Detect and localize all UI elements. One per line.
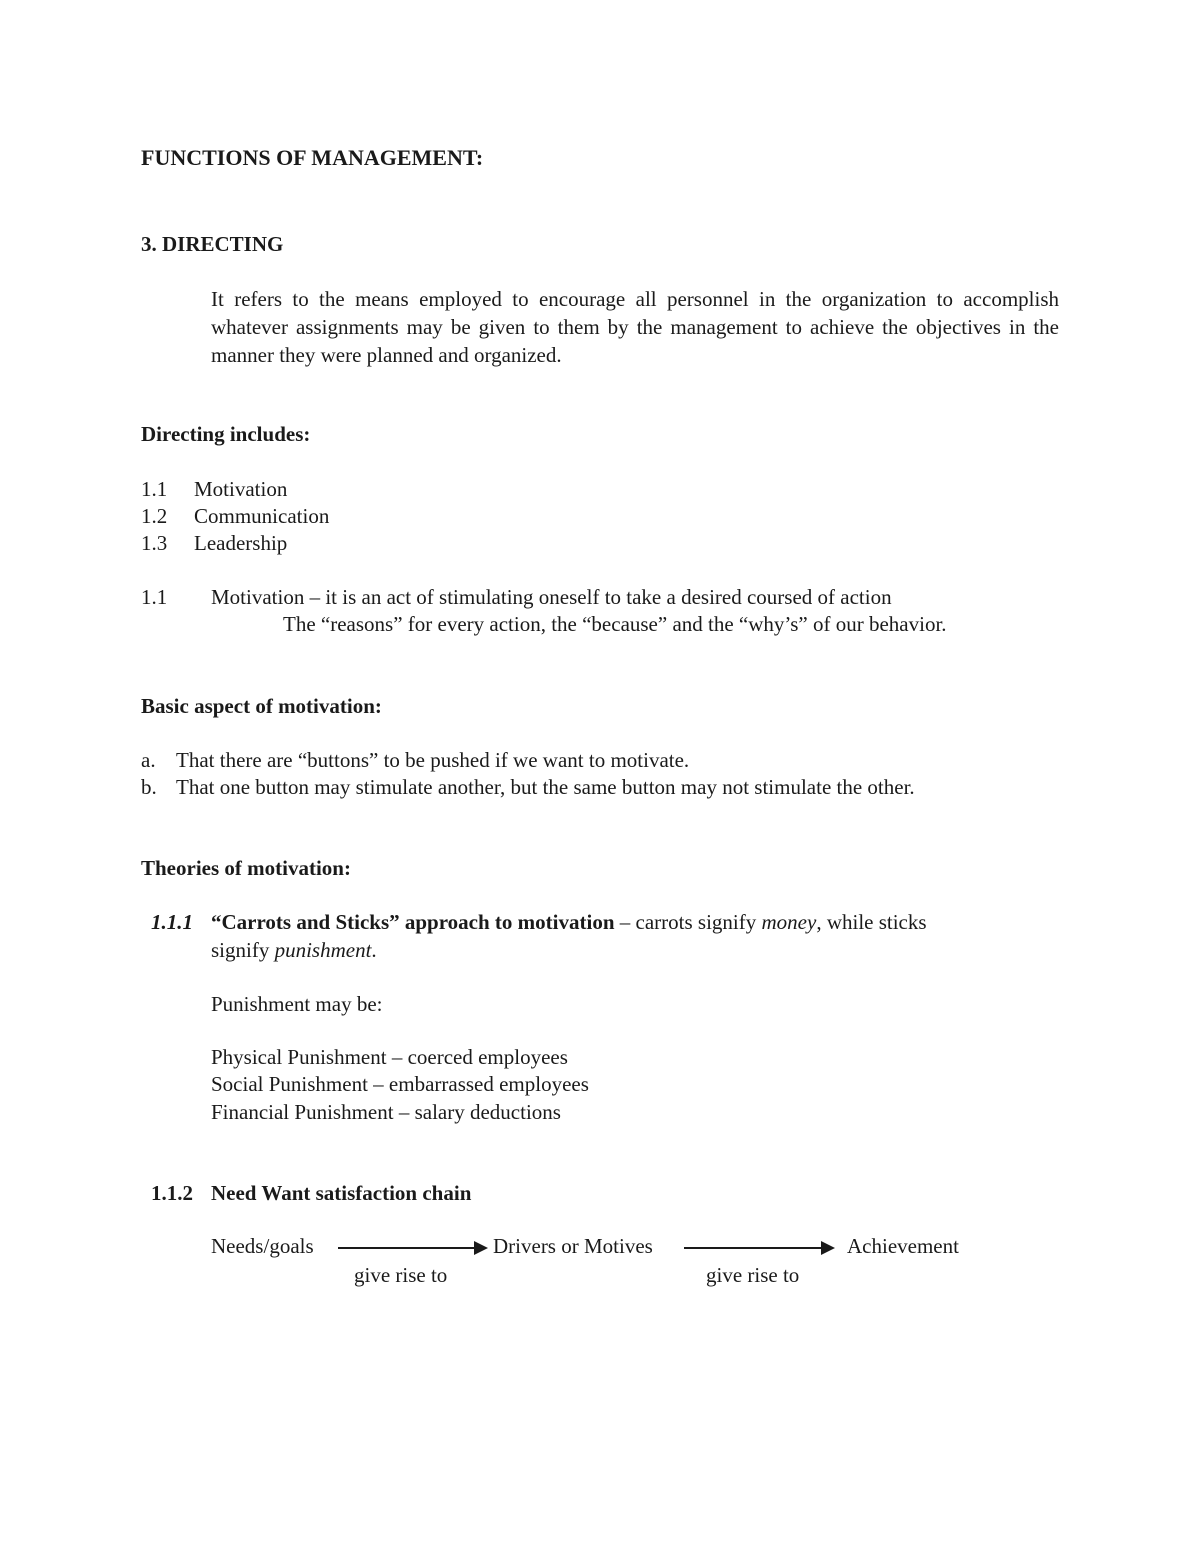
- theory-carrots-sticks-line2: [211, 938, 377, 963]
- aspect-letter: a.: [141, 748, 156, 772]
- theory-number: 1.1.2: [151, 1181, 193, 1205]
- chain-edge-label: give rise to: [706, 1263, 800, 1287]
- motivation-definition: Motivation – it is an act of stimulating oneself to take a desired coursed of action: [211, 585, 892, 609]
- theory-title: Need Want satisfaction chain: [211, 1181, 472, 1205]
- motivation-number: 1.1: [141, 585, 168, 609]
- motivation-explanation: The “reasons” for every action, the “because” and the “why’s” of our behavior.: [283, 612, 947, 636]
- emphasis-money: money: [761, 910, 817, 934]
- punishment-intro: Punishment may be:: [211, 992, 383, 1016]
- section-paragraph: It refers to the means employed to encourage all personnel in the organization to accomplish whatever assignments may be given to them by the management to achieve the objectives in the manner they were planned and organized.: [211, 287, 1059, 367]
- aspects-heading: Basic aspect of motivation:: [141, 694, 382, 718]
- theory-text: signify: [211, 938, 275, 962]
- aspect-letter: b.: [141, 775, 157, 799]
- list-item-number: 1.3: [141, 531, 168, 555]
- theory-number: 1.1.1: [151, 910, 193, 934]
- chain-node-achievement: Achievement: [847, 1234, 959, 1258]
- theories-heading: Theories of motivation:: [141, 856, 351, 880]
- chain-edge-label: give rise to: [354, 1263, 448, 1287]
- page-title: FUNCTIONS OF MANAGEMENT:: [141, 145, 484, 170]
- includes-heading: Directing includes:: [141, 422, 311, 446]
- emphasis-punishment: punishment: [274, 938, 372, 962]
- list-item: Social Punishment – embarrassed employees: [211, 1072, 589, 1096]
- section-heading: 3. DIRECTING: [141, 232, 284, 256]
- chain-arrow: [338, 1247, 486, 1249]
- theory-text: , while sticks: [816, 910, 927, 934]
- theory-text: .: [371, 938, 377, 962]
- aspect-item: That there are “buttons” to be pushed if we want to motivate.: [176, 748, 690, 772]
- list-item: Motivation: [194, 477, 288, 501]
- chain-node-needs: Needs/goals: [211, 1234, 314, 1258]
- list-item: Physical Punishment – coerced employees: [211, 1045, 568, 1069]
- list-item-number: 1.1: [141, 477, 168, 501]
- theory-title: “Carrots and Sticks” approach to motivation: [211, 910, 615, 934]
- chain-arrow: [684, 1247, 833, 1249]
- list-item-number: 1.2: [141, 504, 168, 528]
- theory-text: – carrots signify: [614, 910, 762, 934]
- list-item: Leadership: [194, 531, 288, 555]
- theory-carrots-sticks: [211, 910, 927, 935]
- list-item: Communication: [194, 504, 330, 528]
- aspect-item: That one button may stimulate another, but the same button may not stimulate the other.: [176, 775, 915, 799]
- list-item: Financial Punishment – salary deductions: [211, 1100, 561, 1124]
- chain-node-drivers: Drivers or Motives: [493, 1234, 653, 1258]
